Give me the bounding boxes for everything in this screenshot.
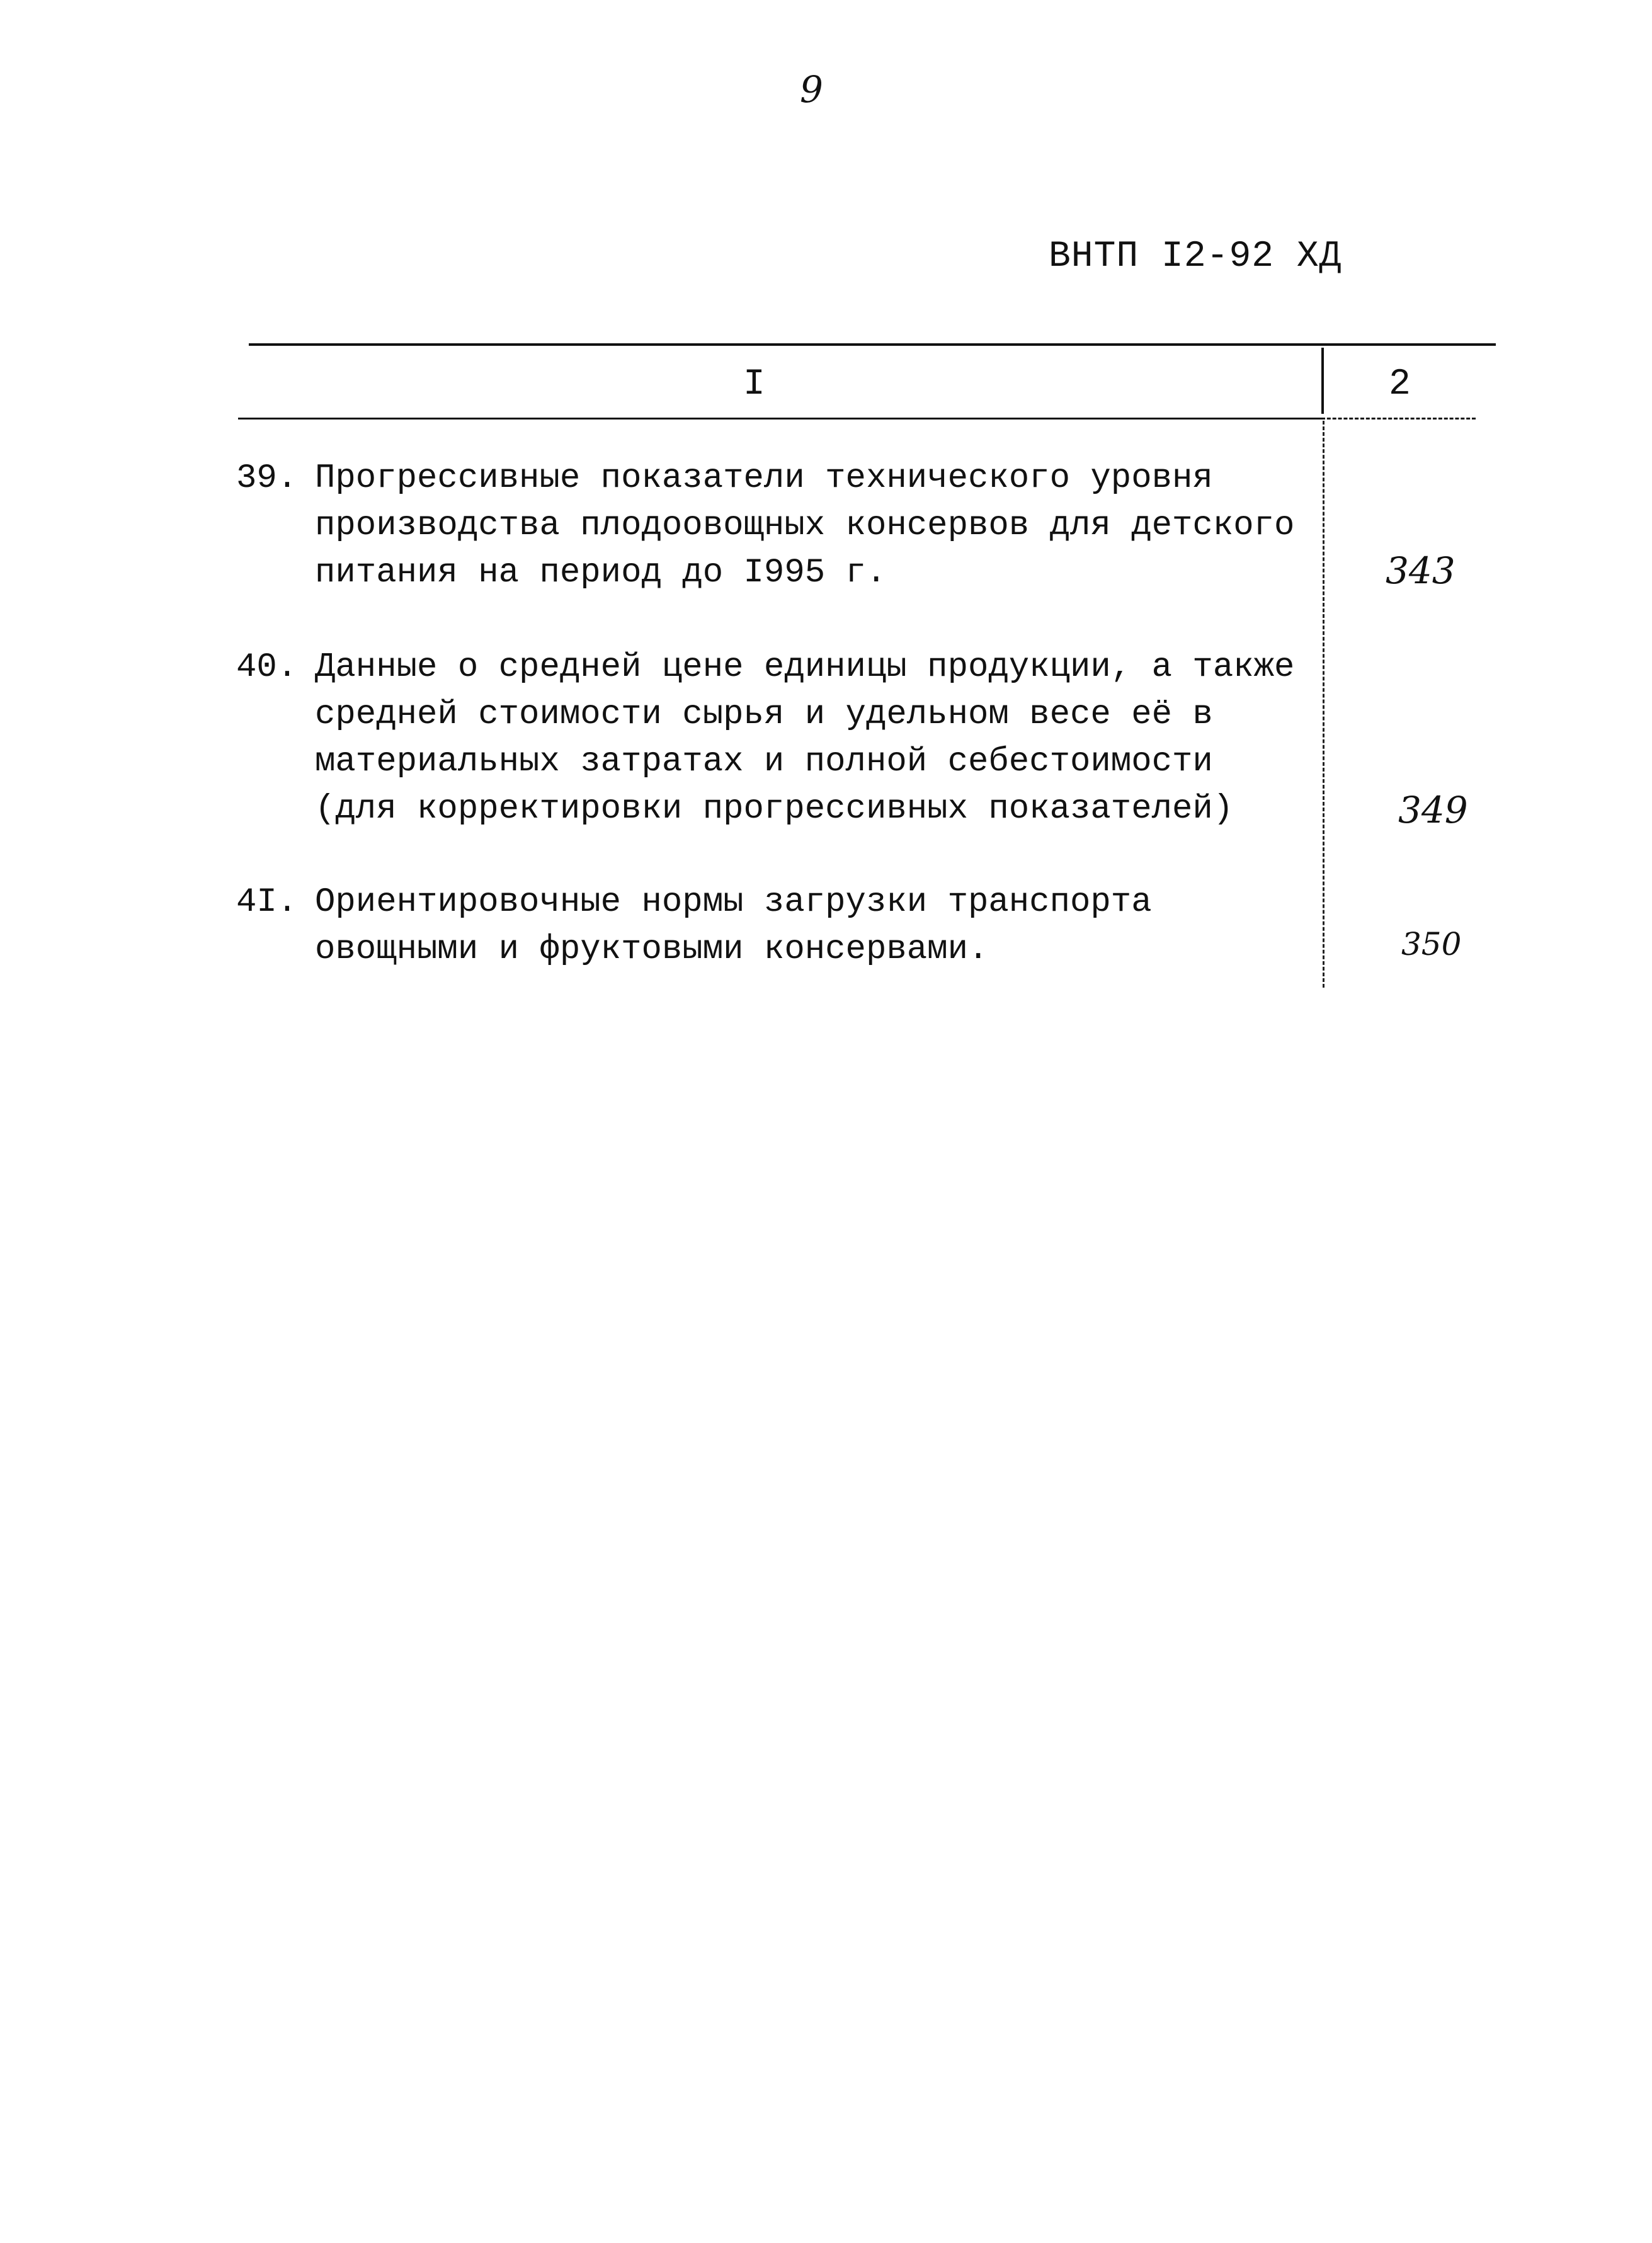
table-row	[236, 644, 1307, 839]
header-column-divider	[1321, 348, 1324, 414]
row-page-ref: 350	[1401, 926, 1462, 962]
row-number: 39.	[236, 459, 298, 498]
table-row	[236, 879, 1307, 979]
row-page-ref: 343	[1386, 549, 1455, 592]
table-top-rule	[249, 343, 1496, 346]
column-header-2: 2	[1389, 364, 1411, 405]
row-number: 4I.	[236, 883, 298, 922]
row-text: Ориентировочные нормы загрузки транспорта овощными и фруктовыми консервами.	[315, 883, 1152, 969]
header-bottom-rule-dashed	[1321, 418, 1476, 419]
row-page-ref: 349	[1398, 789, 1468, 831]
row-number: 40.	[236, 648, 298, 687]
row-text: Прогрессивные показатели технического уровня производства плодоовощных консервов для детского питания на период до I995 г.	[315, 459, 1295, 592]
table-row	[236, 455, 1307, 600]
row-text: Данные о средней цене единицы продукции, а также средней стоимости сырья и удельном весе её в материальных затратах и полной себестоимости (для корректировки прогрессивных показателей)	[315, 648, 1295, 828]
column-header-1: I	[743, 364, 765, 405]
document-code: ВНТП I2-92 ХД	[1049, 236, 1342, 277]
page-number: 9	[800, 68, 823, 111]
header-bottom-rule	[238, 418, 1321, 419]
